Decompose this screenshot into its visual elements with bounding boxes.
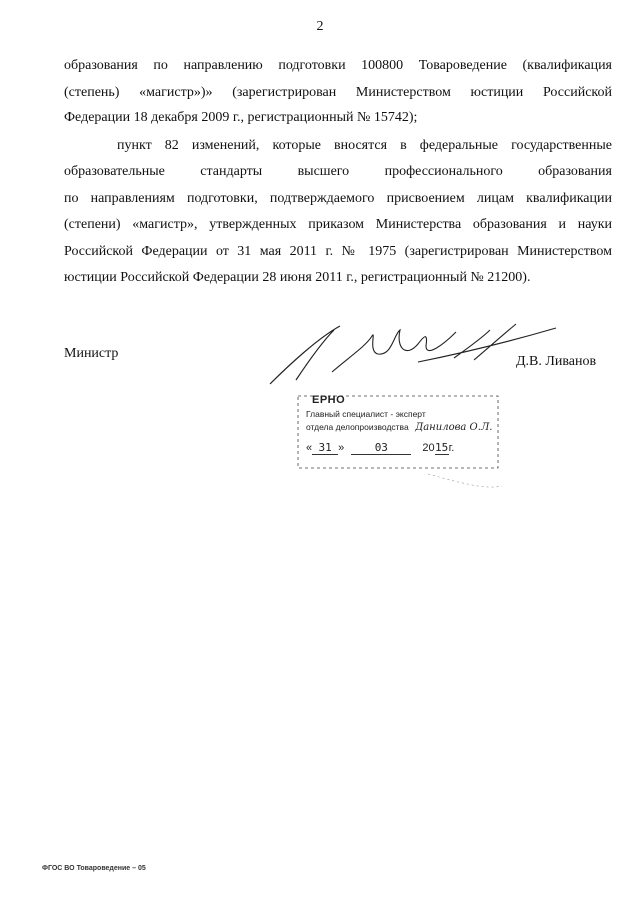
paragraph2-line5: Российской Федерации от 31 мая 2011 г. № 1975 (зарегистрирован Министерством (64, 244, 612, 259)
stamp-department-text: отдела делопроизводства (306, 422, 409, 432)
paragraph2-word: профессионального (384, 164, 503, 179)
stamp-day: 31 (312, 441, 338, 455)
paragraph1-line1 (64, 57, 612, 75)
paragraph2-line2 (64, 163, 612, 181)
paragraph2-word: высшего (297, 164, 350, 179)
page-number: 2 (316, 19, 324, 34)
paragraph2-line3: по направлениям подготовки, подтверждаемого присвоением лицам квалификации (64, 191, 612, 206)
paragraph1-line3: Федерации 18 декабря 2009 г., регистрационный № 15742); (64, 110, 418, 125)
paragraph2-line1: пункт 82 изменений, которые вносятся в федеральные государственные (117, 138, 612, 153)
stamp-year-end: г. (448, 442, 455, 454)
certification-stamp (300, 394, 500, 466)
paragraph2-line6: юстиции Российской Федерации 28 июня 2011 г., регистрационный № 21200). (64, 270, 531, 285)
stamp-handwritten-name: Данилова О.Л. (415, 422, 493, 433)
stamp-position: Главный специалист - эксперт (306, 409, 426, 419)
stamp-year-prefix: 20 (422, 442, 435, 454)
stamp-date: « 31 » 03 2015г. (306, 441, 455, 454)
paragraph2-word: образовательные (64, 164, 165, 179)
paragraph1-line1-text: образования по направлению подготовки 100800 Товароведение (квалификация (64, 58, 612, 73)
paragraph2-word: стандарты (200, 164, 263, 179)
stamp-title: ЕРНО (312, 394, 346, 406)
paragraph1-line2: (степень) «магистр»)» (зарегистрирован Министерством юстиции Российской (64, 85, 612, 100)
paragraph2-line4: (степени) «магистр», утвержденных приказом Министерства образования и науки (64, 217, 612, 232)
signer-title: Министр (64, 346, 119, 361)
paragraph2-word: образования (538, 164, 612, 179)
stamp-department (306, 422, 492, 433)
signer-name: Д.В. Ливанов (516, 354, 597, 369)
document-footer: ФГОС ВО Товароведение – 05 (42, 865, 146, 872)
stamp-year: 15 (435, 441, 449, 454)
handwritten-signature (268, 318, 558, 388)
stamp-month: 03 (351, 441, 411, 455)
